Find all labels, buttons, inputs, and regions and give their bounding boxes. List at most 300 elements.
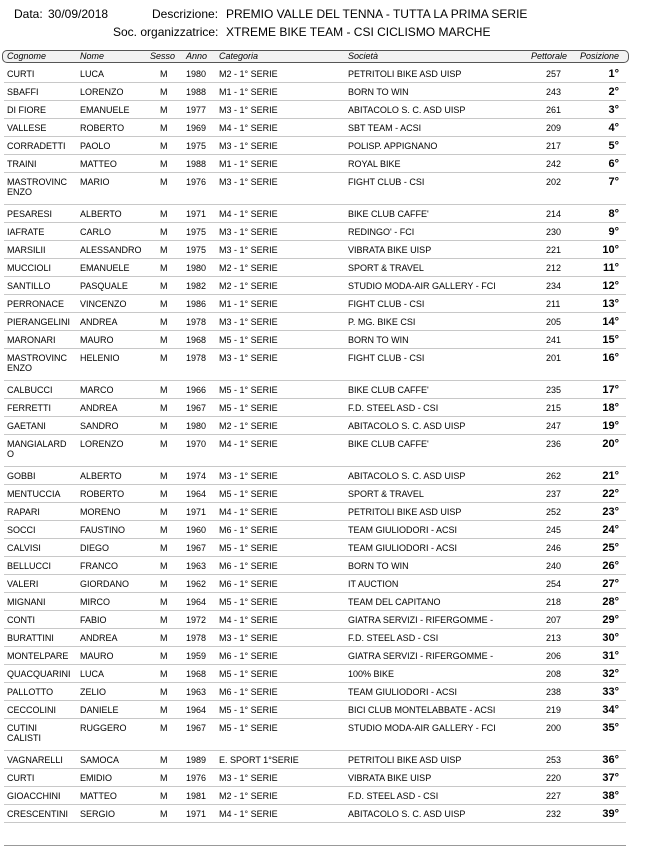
cell-sesso: M [160,791,168,801]
cell-societa: VIBRATA BIKE UISP [348,245,432,255]
cell-anno: 1977 [186,105,207,115]
cell-posizione: 30° [602,632,619,644]
organizer-value: XTREME BIKE TEAM - CSI CICLISMO MARCHE [226,25,491,39]
cell-pettorale: 227 [546,791,562,801]
cell-sesso: M [160,615,168,625]
table-row [0,349,632,381]
cell-posizione: 20° [602,438,619,450]
cell-pettorale: 214 [546,209,562,219]
table-row [0,485,632,503]
cell-nome: MATTEO [80,791,117,801]
cell-cognome: MIGNANI [7,597,46,607]
cell-categoria: M3 - 1° SERIE [219,245,278,255]
cell-pettorale: 232 [546,809,562,819]
cell-categoria: M2 - 1° SERIE [219,281,278,291]
cell-cognome: MARSILII [7,245,46,255]
cell-nome: FRANCO [80,561,118,571]
cell-posizione: 21° [602,470,619,482]
table-row [0,665,632,683]
table-row [0,701,632,719]
cell-categoria: M5 - 1° SERIE [219,403,278,413]
cell-posizione: 12° [602,280,619,292]
cell-societa: ABITACOLO S. C. ASD UISP [348,105,466,115]
cell-societa: PETRITOLI BIKE ASD UISP [348,507,462,517]
cell-anno: 1960 [186,525,207,535]
cell-categoria: M6 - 1° SERIE [219,651,278,661]
cell-anno: 1964 [186,705,207,715]
cell-anno: 1971 [186,507,207,517]
cell-pettorale: 220 [546,773,562,783]
cell-cognome: DI FIORE [7,105,47,115]
cell-pettorale: 236 [546,439,562,449]
cell-cognome: CORRADETTI [7,141,66,151]
cell-anno: 1962 [186,579,207,589]
cell-cognome: VALLESE [7,123,47,133]
cell-nome: SANDRO [80,421,119,431]
cell-pettorale: 254 [546,579,562,589]
cell-societa: ROYAL BIKE [348,159,401,169]
cell-categoria: M1 - 1° SERIE [219,87,278,97]
cell-sesso: M [160,159,168,169]
cell-cognome: SANTILLO [7,281,51,291]
cell-nome: MARIO [80,177,110,187]
cell-cognome: CALBUCCI [7,385,53,395]
cell-pettorale: 209 [546,123,562,133]
cell-pettorale: 200 [546,723,562,733]
table-row [0,119,632,137]
cell-posizione: 23° [602,506,619,518]
cell-nome: FAUSTINO [80,525,126,535]
cell-categoria: M2 - 1° SERIE [219,421,278,431]
cell-anno: 1980 [186,69,207,79]
cell-anno: 1982 [186,281,207,291]
cell-sesso: M [160,335,168,345]
cell-sesso: M [160,69,168,79]
cell-nome: ANDREA [80,317,118,327]
cell-posizione: 2° [608,86,619,98]
cell-nome: EMANUELE [80,263,130,273]
cell-cognome: MARONARI [7,335,56,345]
cell-categoria: M6 - 1° SERIE [219,579,278,589]
table-row [0,575,632,593]
cell-nome: ZELIO [80,687,107,697]
row-divider [4,822,626,823]
cell-societa: GIATRA SERVIZI - RIFERGOMME - [348,615,494,625]
cell-categoria: M2 - 1° SERIE [219,791,278,801]
table-row [0,719,632,751]
cell-societa: STUDIO MODA-AIR GALLERY - FCI [348,723,496,733]
cell-categoria: M3 - 1° SERIE [219,141,278,151]
cell-posizione: 9° [608,226,619,238]
cell-sesso: M [160,755,168,765]
cell-nome: LUCA [80,669,105,679]
cell-pettorale: 240 [546,561,562,571]
cell-posizione: 25° [602,542,619,554]
cell-categoria: M3 - 1° SERIE [219,177,278,187]
table-row [0,521,632,539]
cell-pettorale: 207 [546,615,562,625]
cell-posizione: 14° [602,316,619,328]
cell-societa: TEAM GIULIODORI - ACSI [348,543,458,553]
cell-posizione: 10° [602,244,619,256]
cell-societa: TEAM GIULIODORI - ACSI [348,525,458,535]
table-row [0,137,632,155]
cell-anno: 1971 [186,809,207,819]
cell-anno: 1986 [186,299,207,309]
cell-nome: LORENZO [80,87,124,97]
cell-posizione: 34° [602,704,619,716]
cell-societa: PETRITOLI BIKE ASD UISP [348,69,462,79]
cell-cognome: PALLOTTO [7,687,54,697]
cell-nome: MAURO [80,335,114,345]
cell-cognome: GOBBI [7,471,36,481]
cell-nome: MIRCO [80,597,110,607]
cell-cognome-continued: O [7,449,15,459]
cell-posizione: 38° [602,790,619,802]
cell-nome: RUGGERO [80,723,127,733]
cell-sesso: M [160,507,168,517]
cell-cognome: VALERI [7,579,39,589]
cell-pettorale: 221 [546,245,562,255]
cell-nome: ALBERTO [80,471,122,481]
cell-sesso: M [160,597,168,607]
cell-categoria: M4 - 1° SERIE [219,507,278,517]
cell-cognome: CURTI [7,773,35,783]
cell-posizione: 16° [602,352,619,364]
cell-categoria: M3 - 1° SERIE [219,227,278,237]
cell-anno: 1969 [186,123,207,133]
cell-nome: LORENZO [80,439,124,449]
cell-posizione: 26° [602,560,619,572]
cell-societa: ABITACOLO S. C. ASD UISP [348,809,466,819]
cell-categoria: M4 - 1° SERIE [219,615,278,625]
cell-anno: 1974 [186,471,207,481]
cell-posizione: 19° [602,420,619,432]
cell-sesso: M [160,177,168,187]
cell-cognome: CUTINI [7,723,37,733]
cell-cognome: GIOACCHINI [7,791,61,801]
table-row [0,295,632,313]
cell-posizione: 11° [602,262,619,274]
cell-sesso: M [160,651,168,661]
cell-sesso: M [160,105,168,115]
cell-nome: ALESSANDRO [80,245,142,255]
cell-pettorale: 242 [546,159,562,169]
table-row [0,787,632,805]
cell-cognome: MASTROVINC [7,353,68,363]
cell-societa: IT AUCTION [348,579,399,589]
table-row [0,683,632,701]
table-row [0,805,632,823]
table-row [0,259,632,277]
table-row [0,223,632,241]
cell-anno: 1978 [186,633,207,643]
cell-pettorale: 257 [546,69,562,79]
cell-cognome: IAFRATE [7,227,45,237]
cell-posizione: 3° [608,104,619,116]
cell-societa: BIKE CLUB CAFFE' [348,209,429,219]
cell-pettorale: 218 [546,597,562,607]
cell-anno: 1975 [186,245,207,255]
col-nome: Nome [80,51,105,61]
cell-anno: 1968 [186,669,207,679]
cell-pettorale: 253 [546,755,562,765]
table-row [0,467,632,485]
cell-societa: BORN TO WIN [348,87,409,97]
cell-anno: 1972 [186,615,207,625]
cell-posizione: 33° [602,686,619,698]
cell-posizione: 15° [602,334,619,346]
cell-sesso: M [160,809,168,819]
cell-pettorale: 212 [546,263,562,273]
cell-sesso: M [160,579,168,589]
description-label: Descrizione: [152,7,219,21]
footer-rule [4,845,626,846]
cell-anno: 1967 [186,723,207,733]
col-cognome: Cognome [7,51,47,61]
cell-posizione: 8° [608,208,619,220]
cell-societa: ABITACOLO S. C. ASD UISP [348,471,466,481]
table-row [0,313,632,331]
cell-cognome: RAPARI [7,507,40,517]
cell-categoria: M3 - 1° SERIE [219,353,278,363]
cell-pettorale: 241 [546,335,562,345]
table-row [0,101,632,119]
cell-pettorale: 206 [546,651,562,661]
cell-societa: STUDIO MODA-AIR GALLERY - FCI [348,281,496,291]
cell-cognome: SBAFFI [7,87,39,97]
cell-sesso: M [160,669,168,679]
table-row [0,611,632,629]
cell-categoria: M6 - 1° SERIE [219,687,278,697]
cell-societa: BICI CLUB MONTELABBATE - ACSI [348,705,496,715]
cell-sesso: M [160,773,168,783]
cell-nome: VINCENZO [80,299,127,309]
cell-posizione: 32° [602,668,619,680]
cell-categoria: M3 - 1° SERIE [219,633,278,643]
cell-societa: BIKE CLUB CAFFE' [348,439,429,449]
cell-sesso: M [160,317,168,327]
cell-posizione: 17° [602,384,619,396]
cell-sesso: M [160,439,168,449]
cell-nome: ROBERTO [80,489,125,499]
cell-nome: EMANUELE [80,105,130,115]
cell-sesso: M [160,385,168,395]
cell-pettorale: 230 [546,227,562,237]
cell-posizione: 4° [608,122,619,134]
cell-pettorale: 202 [546,177,562,187]
cell-anno: 1980 [186,263,207,273]
cell-sesso: M [160,245,168,255]
cell-nome: CARLO [80,227,112,237]
cell-posizione: 7° [608,176,619,188]
cell-anno: 1968 [186,335,207,345]
cell-cognome: BELLUCCI [7,561,52,571]
cell-sesso: M [160,123,168,133]
table-row [0,629,632,647]
cell-categoria: M3 - 1° SERIE [219,105,278,115]
cell-cognome: CRESCENTINI [7,809,69,819]
cell-sesso: M [160,687,168,697]
cell-sesso: M [160,263,168,273]
cell-societa: SBT TEAM - ACSI [348,123,422,133]
cell-anno: 1971 [186,209,207,219]
cell-nome: FABIO [80,615,107,625]
cell-posizione: 29° [602,614,619,626]
cell-cognome: FERRETTI [7,403,51,413]
cell-nome: MATTEO [80,159,117,169]
cell-categoria: M5 - 1° SERIE [219,597,278,607]
cell-anno: 1967 [186,543,207,553]
table-row [0,83,632,101]
cell-nome: ANDREA [80,633,118,643]
cell-pettorale: 261 [546,105,562,115]
cell-anno: 1978 [186,317,207,327]
cell-posizione: 36° [602,754,619,766]
cell-societa: GIATRA SERVIZI - RIFERGOMME - [348,651,494,661]
table-row [0,593,632,611]
cell-anno: 1959 [186,651,207,661]
cell-posizione: 35° [602,722,619,734]
cell-societa: P. MG. BIKE CSI [348,317,416,327]
cell-categoria: M3 - 1° SERIE [219,317,278,327]
cell-sesso: M [160,723,168,733]
cell-pettorale: 215 [546,403,562,413]
cell-anno: 1980 [186,421,207,431]
cell-societa: ABITACOLO S. C. ASD UISP [348,421,466,431]
cell-posizione: 37° [602,772,619,784]
cell-societa: 100% BIKE [348,669,395,679]
cell-cognome: PESARESI [7,209,53,219]
cell-cognome: MASTROVINC [7,177,68,187]
col-anno: Anno [186,51,208,61]
cell-sesso: M [160,471,168,481]
cell-pettorale: 247 [546,421,562,431]
cell-categoria: M6 - 1° SERIE [219,525,278,535]
cell-societa: SPORT & TRAVEL [348,489,424,499]
cell-categoria: M2 - 1° SERIE [219,263,278,273]
cell-categoria: M5 - 1° SERIE [219,489,278,499]
cell-posizione: 31° [602,650,619,662]
cell-societa: BORN TO WIN [348,561,409,571]
cell-societa: REDINGO' - FCI [348,227,415,237]
cell-categoria: M5 - 1° SERIE [219,723,278,733]
cell-sesso: M [160,87,168,97]
cell-cognome: MUCCIOLI [7,263,52,273]
cell-categoria: M3 - 1° SERIE [219,471,278,481]
description-value: PREMIO VALLE DEL TENNA - TUTTA LA PRIMA SERIE [226,7,528,21]
cell-anno: 1988 [186,87,207,97]
cell-posizione: 5° [608,140,619,152]
cell-cognome: CALVISI [7,543,41,553]
table-row [0,539,632,557]
cell-pettorale: 252 [546,507,562,517]
cell-nome: PASQUALE [80,281,128,291]
table-row [0,751,632,769]
cell-categoria: M4 - 1° SERIE [219,439,278,449]
cell-societa: F.D. STEEL ASD - CSI [348,791,439,801]
cell-sesso: M [160,489,168,499]
cell-nome: DANIELE [80,705,119,715]
cell-categoria: M6 - 1° SERIE [219,561,278,571]
cell-anno: 1975 [186,227,207,237]
col-sesso: Sesso [150,51,176,61]
cell-societa: SPORT & TRAVEL [348,263,424,273]
cell-pettorale: 234 [546,281,562,291]
cell-nome: GIORDANO [80,579,130,589]
cell-posizione: 1° [608,68,619,80]
cell-posizione: 18° [602,402,619,414]
table-row [0,205,632,223]
cell-sesso: M [160,141,168,151]
cell-cognome-continued: ENZO [7,363,33,373]
cell-anno: 1963 [186,561,207,571]
cell-cognome: MONTELPARE [7,651,69,661]
cell-cognome: MENTUCCIA [7,489,61,499]
col-categoria: Categoria [219,51,259,61]
cell-posizione: 6° [608,158,619,170]
cell-sesso: M [160,421,168,431]
cell-pettorale: 245 [546,525,562,535]
cell-societa: BIKE CLUB CAFFE' [348,385,429,395]
table-row [0,503,632,521]
cell-categoria: M5 - 1° SERIE [219,543,278,553]
cell-nome: SERGIO [80,809,116,819]
cell-societa: VIBRATA BIKE UISP [348,773,432,783]
cell-sesso: M [160,353,168,363]
cell-nome: ANDREA [80,403,118,413]
col-societa: Società [348,51,379,61]
cell-cognome: SOCCI [7,525,36,535]
cell-anno: 1963 [186,687,207,697]
cell-nome: MAURO [80,651,114,661]
cell-anno: 1966 [186,385,207,395]
cell-nome: SAMOCA [80,755,120,765]
table-row [0,331,632,349]
organizer-label: Soc. organizzatrice: [113,25,219,39]
cell-societa: TEAM DEL CAPITANO [348,597,441,607]
cell-nome: DIEGO [80,543,110,553]
cell-sesso: M [160,209,168,219]
cell-posizione: 13° [602,298,619,310]
table-row [0,557,632,575]
cell-pettorale: 237 [546,489,562,499]
cell-cognome: CECCOLINI [7,705,57,715]
cell-pettorale: 211 [546,299,561,309]
cell-societa: FIGHT CLUB - CSI [348,299,425,309]
table-row [0,155,632,173]
cell-anno: 1989 [186,755,207,765]
cell-sesso: M [160,227,168,237]
table-row [0,647,632,665]
table-row [0,65,632,83]
cell-posizione: 22° [602,488,619,500]
cell-nome: MORENO [80,507,121,517]
cell-posizione: 27° [602,578,619,590]
cell-categoria: M5 - 1° SERIE [219,705,278,715]
cell-anno: 1988 [186,159,207,169]
date-label: Data: [14,7,43,21]
table-row [0,241,632,259]
cell-cognome-continued: CALISTI [7,733,42,743]
col-posizione: Posizione [580,51,620,61]
cell-sesso: M [160,525,168,535]
cell-societa: F.D. STEEL ASD - CSI [348,633,439,643]
cell-societa: F.D. STEEL ASD - CSI [348,403,439,413]
cell-nome: PAOLO [80,141,111,151]
cell-sesso: M [160,633,168,643]
cell-societa: BORN TO WIN [348,335,409,345]
